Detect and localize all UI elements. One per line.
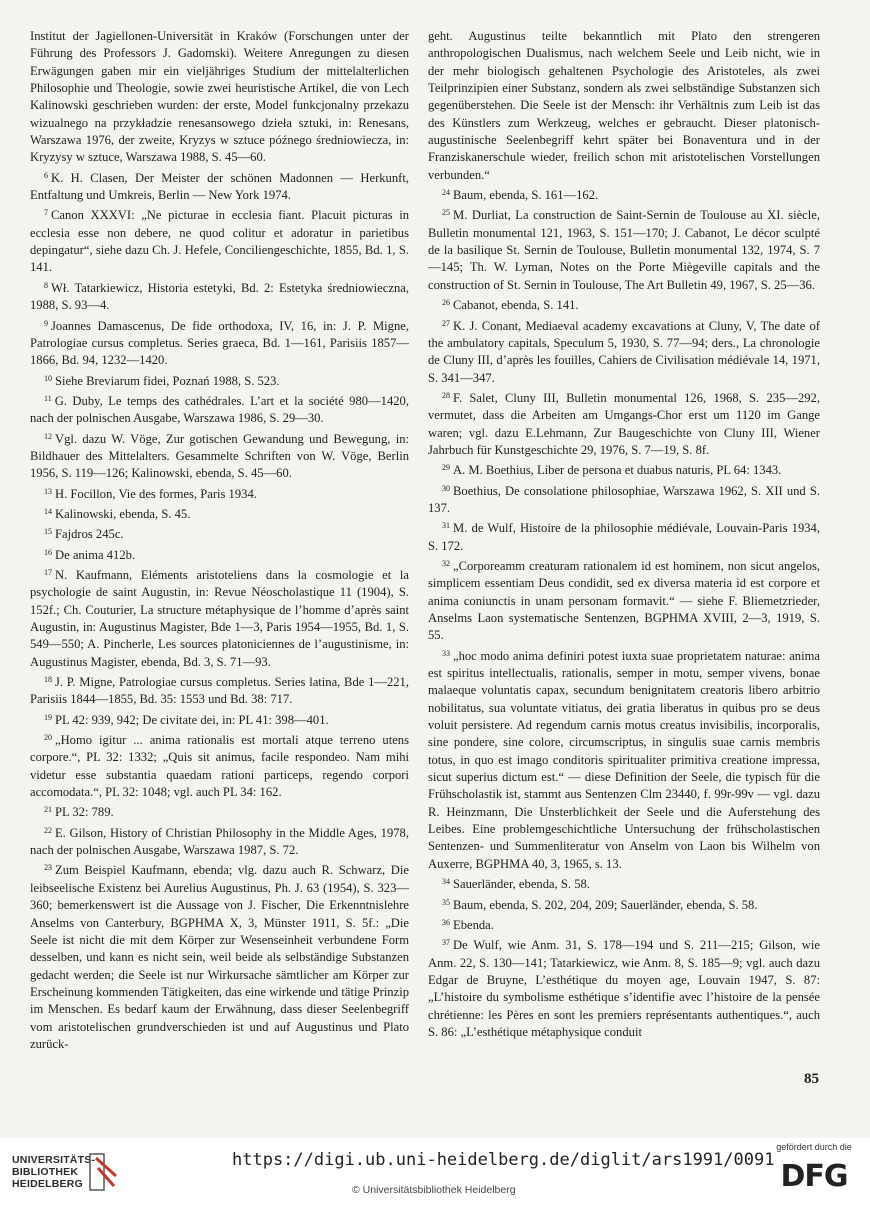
- footnote-text: Vgl. dazu W. Vöge, Zur gotischen Gewandung und Bewegung, in: Bildhauer des Mittelalters. Gesammelte Schriften von W. Vöge, Berlin 1956, S. 119—126; Kalinowski, ebenda, S. 45—60.: [30, 431, 409, 481]
- footnote-text: PL 32: 789.: [55, 805, 114, 820]
- footnote-text: „Corporeamm creaturam rationalem id est hominem, non sicut angelos, simplicem essentiam Deus condidit, sed ex diversa materia id est corpore et anima coniunctis in unam personam formavit.“ — siehe F. Bliemetzrieder, Anselms Laon systematische Sentenzen, BGPHMA XVIII, 2—3, 1919, S. 55.: [428, 558, 820, 643]
- footnote: [30, 523, 409, 543]
- footnote-text: Boethius, De consolatione philosophiae, Warszawa 1962, S. XII und S. 137.: [428, 483, 820, 515]
- footnote-number: 16: [44, 547, 52, 557]
- footnote: [30, 428, 409, 483]
- footnote-number: 31: [442, 521, 450, 531]
- footnote-number: 37: [442, 938, 450, 948]
- footnote: [428, 517, 820, 555]
- footnote: [428, 294, 820, 314]
- footnote-number: 35: [442, 897, 450, 907]
- footnote-text: Wł. Tatarkiewicz, Historia estetyki, Bd. 2: Estetyka średniowieczna, 1988, S. 93—4.: [30, 280, 409, 313]
- footnote-number: 33: [442, 648, 450, 658]
- footnote-text: „Homo igitur ... anima rationalis est mortali atque terreno utens corpore.“, PL 32: 1332; „Quis sit animus, facile respondeo. Nam mihi videtur esse substantia quaedam rationi particeps, regendo corpori accomodata.“, PL 32: 1048; vgl. auch PL 34: 162.: [30, 733, 409, 800]
- footnote: [30, 729, 409, 801]
- footnote-number: 10: [44, 373, 52, 383]
- footnote-number: 15: [44, 527, 52, 537]
- footnote: [428, 934, 820, 1041]
- footnote: [30, 277, 409, 315]
- footnote-number: 13: [44, 486, 52, 496]
- footnote-text: M. Durliat, La construction de Saint-Sernin de Toulouse au XI. siècle, Bulletin monumental 121, 1963, S. 151—170; J. Cabanot, Le décor sculpté de la basilique St. Sernin de Toulouse, Bulletin monumental 132, 1974, S. 7—145; Th. W. Lyman, Notes on the Porte Miègeville capitals and the construction of St. Sernin in Toulouse, The Art Bulletin 49, 1967, S. 25—36.: [428, 208, 820, 292]
- footnote: [30, 671, 409, 709]
- footnote-number: 18: [44, 675, 52, 685]
- funder-note: gefördert durch die: [776, 1142, 852, 1152]
- footnote-number: 22: [44, 825, 52, 835]
- footnote-text: Siehe Breviarum fidei, Poznań 1988, S. 523.: [55, 373, 280, 388]
- footnote-text: K. H. Clasen, Der Meister der schönen Madonnen — Herkunft, Entfaltung und Umkreis, Berlin — New York 1974.: [30, 170, 409, 203]
- footnote-number: 25: [442, 208, 450, 218]
- footnote: [428, 480, 820, 518]
- footnote: [30, 390, 409, 428]
- footnote: [30, 564, 409, 671]
- footnote: [30, 544, 409, 564]
- footnote-text: E. Gilson, History of Christian Philosophy in the Middle Ages, 1978, nach der polnischen Ausgabe, Warszawa 1987, S. 72.: [30, 825, 409, 858]
- footnote-number: 12: [44, 431, 52, 441]
- footnote-number: 17: [44, 567, 52, 577]
- footnote: [30, 859, 409, 1053]
- footnote-text: Institut der Jagiellonen-Universität in Kraków (Forschungen unter der Führung des Professors J. Gadomski). Weitere Anregungen zu diesen Erwägungen gaben mir ein vieljähriges Studium der mittelalterlichen Philosophie und Theologie, sowie zwei heuristische Artikel, die von Lech Kalinowski geschrieben wurden: der erste, Model funkcjonalny przekazu wizualnego na przykładzie renesansowego dzieła sztuki, in: Renesans, Warszawa 1976, der zweite, Kryzys w sztuce późnego średniowiecza, in: Kryzysy w sztuce, Warszawa 1988, S. 45—60.: [30, 29, 409, 165]
- footnote-text: A. M. Boethius, Liber de persona et duabus naturis, PL 64: 1343.: [453, 463, 782, 478]
- footnote: [30, 503, 409, 523]
- footnote-text: N. Kaufmann, Eléments aristoteliens dans la cosmologie et la psychologie de saint Augustin, in: Revue Néoscholastique 11 (1904), S. 152f.; Ch. Couturier, La structure métaphysique de l’homme d’après saint Augustin, in: Augustinus Magister, Bde 1—3, Paris 1954—1955, Bd. 1, S. 549—550; A. Pincherle, Les sources platoniciennes de l’augustinisme, in: Augustinus Magister, ebenda, Bd. 3, S. 71—93.: [30, 567, 409, 669]
- dfg-logo[interactable]: [766, 1142, 862, 1202]
- footnote: [428, 914, 820, 934]
- footnote-text: Baum, ebenda, S. 161—162.: [453, 188, 599, 203]
- footnote-text: H. Focillon, Vie des formes, Paris 1934.: [55, 486, 257, 501]
- footnote-number: 34: [442, 877, 450, 887]
- library-logo[interactable]: [12, 1152, 122, 1198]
- footnote-number: 7: [44, 208, 48, 218]
- library-name: UNIVERSITÄTS- BIBLIOTHEK HEIDELBERG: [12, 1154, 96, 1190]
- continued-paragraph: [428, 28, 820, 184]
- footnote: [30, 709, 409, 729]
- footnote: [428, 645, 820, 873]
- footnote-text: Joannes Damascenus, De fide orthodoxa, IV, 16, in: J. P. Migne, Patrologiae cursus completus. Series graeca, Bd. 1—161, Parisiis 1857—1866, Bd. 94, 1232—1420.: [30, 318, 409, 368]
- footnote: [428, 315, 820, 387]
- footnote-number: 32: [442, 558, 450, 568]
- footnote-text: Zum Beispiel Kaufmann, ebenda; vlg. dazu auch R. Schwarz, Die leibseelische Existenz bei Aurelius Augustinus, Ph. J. 63 (1954), S. 323—360; bemerkenswert ist die Aussage von J. Fischer, Die Erkenntnislehre Anselms von Canterbury, BGPHMA X, 3, Münster 1911, S. 5f.: „Die Seele ist nicht die mit dem Körper zur Wesenseinheit verbundene Form desselben, und kann es nicht sein, weil beide als selbständige Substanzen gedacht werden; die Seele ist nur Wirkursache sämtlicher am Körper zur Erscheinung kommenden Tätigkeiten, das eine wirkende und tätige Prinzip im Menschen. Es bedarf kaum der Erwähnung, dass dieser Seelenbegriff vom aristotelischen grundverschieden ist und auf Augustinus und Plato zurück-: [30, 863, 409, 1051]
- footnote-text: PL 42: 939, 942; De civitate dei, in: PL 41: 398—401.: [55, 712, 329, 727]
- footnote: [30, 167, 409, 205]
- viewer-footer: [0, 1138, 870, 1209]
- footnote: [30, 204, 409, 276]
- footnote-text: M. de Wulf, Histoire de la philosophie médiévale, Louvain-Paris 1934, S. 172.: [428, 521, 820, 553]
- footnote: [428, 459, 820, 479]
- footnote-text: G. Duby, Le temps des cathédrales. L’art et la société 980—1420, nach der polnischen Ausgabe, Warszawa 1986, S. 29—30.: [30, 393, 409, 426]
- footnote-text: J. P. Migne, Patrologiae cursus completus. Series latina, Bde 1—221, Parisiis 1844—1855, Bd. 35: 1553 und Bd. 38: 717.: [30, 675, 409, 707]
- copyright-notice: © Universitätsbibliothek Heidelberg: [352, 1184, 516, 1196]
- footnote-number: 36: [442, 917, 450, 927]
- footnote-number: 28: [442, 390, 450, 400]
- footnote-text: Fajdros 245c.: [55, 527, 124, 542]
- footnote: [428, 387, 820, 459]
- dfg-logo-text: DFG: [780, 1159, 848, 1194]
- footnote: [30, 801, 409, 821]
- footnote: [30, 370, 409, 390]
- footnote-text: geht. Augustinus teilte bekanntlich mit Plato den strengeren anthropologischen Dualismus, nach welchem Seele und Leib nicht, wie in der mehr biologisch gehaltenen Psychologie des Aristoteles, als zwei Teilprinzipien einer Substanz, sondern als zwei selbständige Substanzen sich gegenüberstehen. Die Seele ist der Mensch: ihr Verhältnis zum Leib ist das des Künstlers zum Werkzeug, welches er gebraucht. Dieser platonisch-augustinische Seelenbegriff kehrt später bei Bonaventura und in der Franziskanerschule wieder, freilich schon mit aristotelischen Vorstellungen verbunden.“: [428, 29, 820, 182]
- right-column: [428, 28, 820, 1041]
- footnote-number: 14: [44, 506, 52, 516]
- footnote-number: 11: [44, 393, 52, 403]
- footnote-text: De anima 412b.: [55, 547, 136, 562]
- footnote: [428, 184, 820, 204]
- footnote-number: 8: [44, 280, 48, 290]
- footnote-text: F. Salet, Cluny III, Bulletin monumental 126, 1968, S. 235—292, vermutet, dass die Arbeiten am Umgangs-Chor erst um 1120 im Gange waren; vgl. dazu E.Lehmann, Zur Baugeschichte von Cluny III, Wiener Jahrbuch für Kunstgeschichte 29, 1976, S. 7—19, S. 8f.: [428, 390, 820, 457]
- footnote-text: Cabanot, ebenda, S. 141.: [453, 298, 579, 313]
- footnote-number: 21: [44, 805, 52, 815]
- footnote-text: Sauerländer, ebenda, S. 58.: [453, 877, 590, 892]
- footnote-number: 24: [442, 188, 450, 198]
- footnote-text: Ebenda.: [453, 917, 494, 932]
- footnote-number: 27: [442, 318, 450, 328]
- footnote: [30, 483, 409, 503]
- footnote: [428, 204, 820, 294]
- footnote: [30, 822, 409, 860]
- footnote-number: 9: [44, 318, 48, 328]
- footnote: [428, 894, 820, 914]
- footnote-number: 29: [442, 463, 450, 473]
- footnote-text: K. J. Conant, Mediaeval academy excavations at Cluny, V, The date of the ambulatory capitals, Speculum 5, 1930, S. 77—94; ders., La chronologie de Cluny III, d’après les fouilles, Cahiers de Civilisation médiévale 14, 1971, S. 341—347.: [428, 318, 820, 385]
- page-number: 85: [804, 1071, 819, 1087]
- footnote-number: 23: [44, 863, 52, 873]
- footnote-text: Baum, ebenda, S. 202, 204, 209; Sauerländer, ebenda, S. 58.: [453, 897, 758, 912]
- footnote-text: Kalinowski, ebenda, S. 45.: [55, 506, 191, 521]
- footnote-text: De Wulf, wie Anm. 31, S. 178—194 und S. 211—215; Gilson, wie Anm. 22, S. 130—141; Tatarkiewicz, wie Anm. 8, S. 185—9; vgl. auch dazu Edgar de Bruyne, L’esthétique du moyen age, Louvain 1947, S. 87: „L’histoire du symbolisme esthétique s’identifie avec l’histoire de la pensée chrétienne: les Pères en sont les premiers représentants authentiques.“, auch S. 86: „L’esthétique métaphysique conduit: [428, 938, 820, 1039]
- footnote: [30, 315, 409, 370]
- footnote-number: 6: [44, 170, 48, 180]
- library-logo-icon: [86, 1152, 120, 1192]
- footnote-number: 30: [442, 483, 450, 493]
- footnote-number: 19: [44, 712, 52, 722]
- page-url-link[interactable]: https://digi.ub.uni-heidelberg.de/diglit/ars1991/0091: [232, 1150, 775, 1170]
- footnote-text: „hoc modo anima definiri potest iuxta suae proprietatem naturae: anima est spiritus intellectualis, rationalis, semper in motu, semper vivens, bonae malaeque voluntatis capax, secundum benignitatem creatoris libero arbitrio nobilitatus, sua voluntate vitiatus, dei gratia liberatus in quibus pro se deus voluit persistere. Ad regendum carnis motus creatus invisibilis, incorporalis, sine pondere, sine colore, circumscriptus, in singulis suae carnis membris totus, in quo est imago conditoris spiritualiter primitiva creatione impressa, sicut superius dictum est.“ — diese Definition der Seele, die typisch für die Frühscholastik ist, stammt aus Sentenzen Clm 23440, f. 99r-99v — vgl. dazu R. Heinzmann, Die Unsterblichkeit der Seele und die Auferstehung des Leibes. Eine problemgeschichtliche Untersuchung der frühscholastischen Sentenzen- und Summenliteratur von Anselm von Laon bis Wilhelm von Auxerre, BGPHMA 40, 3, 1965, s. 13.: [428, 648, 820, 871]
- continued-paragraph: [30, 28, 409, 167]
- left-column: [30, 28, 409, 1053]
- footnote-text: Canon XXXVI: „Ne picturae in ecclesia fiant. Placuit picturas in ecclesia esse non debere, ne quod colitur et adoratur in parietibus depingatur“, siehe dazu Ch. J. Hefele, Conciliengeschichte, 1855, Bd. 1, S. 141.: [30, 208, 409, 275]
- footnote: [428, 873, 820, 893]
- footnote: [428, 555, 820, 645]
- footnote-number: 26: [442, 298, 450, 308]
- footnote-number: 20: [44, 733, 52, 743]
